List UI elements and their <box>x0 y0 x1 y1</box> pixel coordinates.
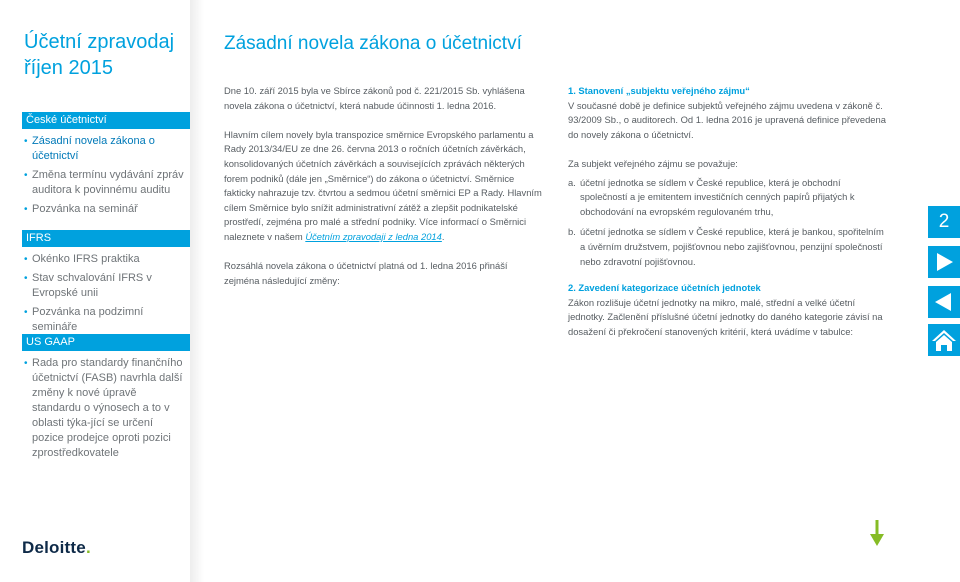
doc-date: říjen 2015 <box>24 57 113 79</box>
directive-paragraph <box>224 128 544 245</box>
public-interest-paragraph: V současné době je definice subjektů veřejného zájmu uvedena v zákoně č. 93/2009 Sb., o auditorech. Od 1. ledna 2016 je upravená definice převedena do novely zákona o účetnictví. <box>568 99 886 140</box>
next-page-button[interactable] <box>928 246 960 278</box>
section-heading-czech[interactable]: České účetnictví <box>22 112 190 129</box>
column-right <box>568 84 888 354</box>
list-label-b: b. <box>568 226 576 238</box>
nav-item-podzimni-seminare[interactable]: • Pozvánka na podzimní semináře <box>24 305 184 335</box>
scroll-down-button[interactable] <box>870 520 884 546</box>
column-left <box>224 84 544 303</box>
sidebar-shadow <box>190 0 204 582</box>
nav-item-zmena-terminu[interactable]: • Změna termínu vydávání zpráv auditora k povinnému auditu <box>24 168 184 198</box>
categorization-paragraph: Zákon rozlišuje účetní jednotky na mikro, malé, střední a velké účetní jednotky. Začlenění příslušné účetní jednotky do daného kategorie závisí na dosažení či překročení stanovených kritérií, která uvádíme v tabulce: <box>568 296 883 337</box>
next-arrow-icon <box>928 246 960 278</box>
directive-text: Hlavním cílem novely byla transpozice směrnice Evropského parlamentu a Rady 2013/34/EU ze dne 26. června 2013 o ročních účetních závěrkách, konsolidovaných účetních závěrkách a souvisejících zprávách některých forem podniků (dále jen „Směrnice“) do zákona o účetnictví. Směrnice fakticky nahrazuje tzv. čtvrtou a sedmou účetní směrnici EP a Rady. Hlavním cílem Směrnice bylo snížit administrativní zátěž a zlepšit podnikatelské prostředí, zejména pro malé a střední podniky. Více informací o Směrnici naleznete v našem <box>224 128 542 242</box>
list-label-a: a. <box>568 176 576 188</box>
newsletter-link[interactable]: Účetním zpravodaji z ledna 2014 <box>305 230 442 242</box>
nav-item-pozvanka[interactable]: • Pozvánka na seminář <box>24 202 184 217</box>
nav-item-fasb[interactable]: • Rada pro standardy finančního účetnictví (FASB) navrhla další změny k nové úpravě standardu o výnosech a to v oblasti týka-jící se určení pozice prodejce oproti pozici zprostředkovatele <box>24 356 184 461</box>
logo-text: Deloitte <box>22 538 86 557</box>
list-text-b: účetní jednotka se sídlem v České republice, která je bankou, spořitelním a úvěrním družstvem, pojišťovnou nebo zajišťovnou, penzijní společností nebo zdravotní pojišťovnou. <box>580 226 884 267</box>
list-item-a <box>568 176 888 220</box>
nav-list-czech <box>24 134 184 221</box>
section-heading-ifrs[interactable]: IFRS <box>22 230 190 247</box>
prev-arrow-icon <box>928 286 960 318</box>
sidebar <box>0 0 190 582</box>
home-icon <box>928 324 960 356</box>
down-arrow-icon <box>870 520 884 546</box>
considered-paragraph: Za subjekt veřejného zájmu se považuje: <box>568 157 738 169</box>
page-number: 2 <box>928 206 960 238</box>
nav-list-ifrs <box>24 252 184 339</box>
doc-title: Účetní zpravodaj <box>24 31 175 53</box>
changes-paragraph: Rozsáhlá novela zákona o účetnictví platná od 1. ledna 2016 přináší zejména následující změny: <box>224 260 508 286</box>
nav-item-okenko[interactable]: • Okénko IFRS praktika <box>24 252 184 267</box>
page-title: Zásadní novela zákona o účetnictví <box>224 33 522 54</box>
heading-public-interest: 1. Stanovení „subjektu veřejného zájmu“ <box>568 85 750 96</box>
deloitte-logo <box>22 538 91 558</box>
intro-paragraph: Dne 10. září 2015 byla ve Sbírce zákonů pod č. 221/2015 Sb. vyhlášena novela zákona o účetnictví, která nabude účinnosti 1. ledna 2016. <box>224 85 525 111</box>
list-text-a: účetní jednotka se sídlem v České republice, která je obchodní společností a je emitentem investičních cenných papírů přijatých k obchodování na evropském regulovaném trhu, <box>580 176 855 217</box>
nav-list-usgaap <box>24 356 184 465</box>
section-heading-usgaap[interactable]: US GAAP <box>22 334 190 351</box>
nav-item-novela[interactable]: • Zásadní novela zákona o účetnictví <box>24 134 184 164</box>
heading-categorization: 2. Zavedení kategorizace účetních jednotek <box>568 282 761 294</box>
logo-dot: . <box>85 538 91 557</box>
directive-end: . <box>441 230 445 242</box>
nav-item-stav-ifrs[interactable]: • Stav schvalování IFRS v Evropské unii <box>24 271 184 301</box>
list-item-b <box>568 225 888 269</box>
prev-page-button[interactable] <box>928 286 960 318</box>
home-button[interactable] <box>928 324 960 356</box>
